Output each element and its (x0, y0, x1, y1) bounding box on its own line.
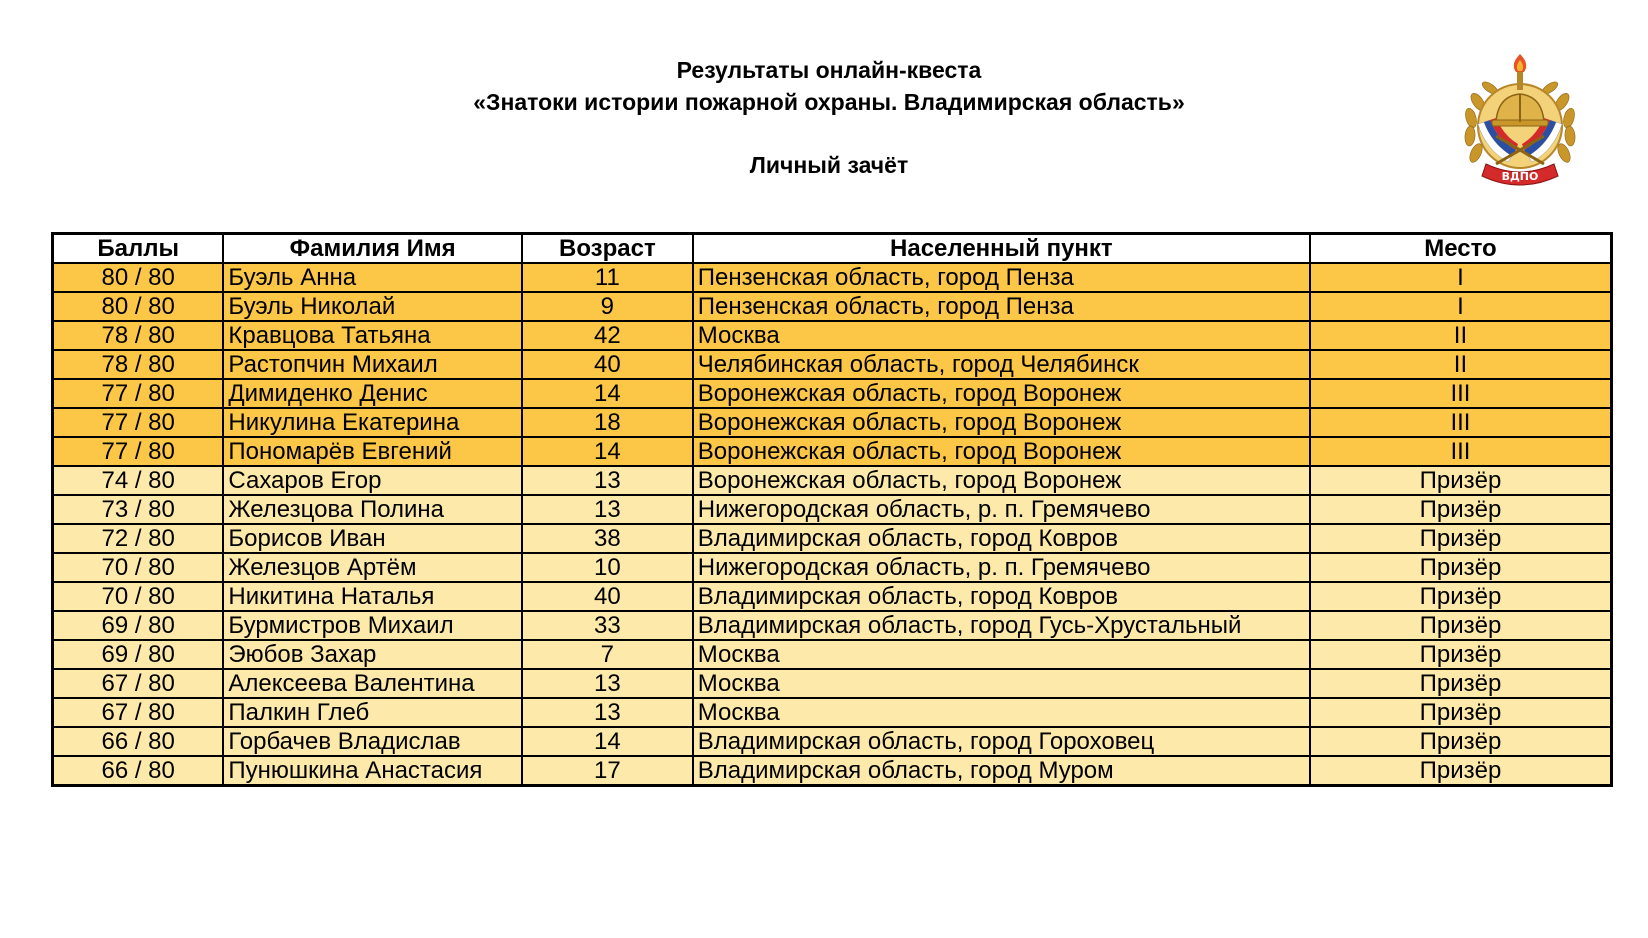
table-row (53, 756, 1612, 786)
table-row (53, 350, 1612, 379)
table-row (53, 611, 1612, 640)
cell-score: 66 / 80 (53, 756, 224, 786)
cell-score: 80 / 80 (53, 292, 224, 321)
cell-name: Пономарёв Евгений (223, 437, 522, 466)
cell-place: Призёр (1310, 582, 1612, 611)
cell-locality: Воронежская область, город Воронеж (693, 408, 1310, 437)
column-header-place: Место (1310, 234, 1612, 264)
cell-age: 13 (522, 466, 693, 495)
cell-place: Призёр (1310, 466, 1612, 495)
table-row (53, 640, 1612, 669)
cell-locality: Москва (693, 640, 1310, 669)
table-row (53, 669, 1612, 698)
cell-locality: Воронежская область, город Воронеж (693, 379, 1310, 408)
cell-place: I (1310, 263, 1612, 292)
cell-locality: Владимирская область, город Ковров (693, 582, 1310, 611)
cell-place: Призёр (1310, 524, 1612, 553)
cell-locality: Воронежская область, город Воронеж (693, 466, 1310, 495)
table-row (53, 495, 1612, 524)
cell-locality: Владимирская область, город Гусь-Хрустальный (693, 611, 1310, 640)
table-row (53, 437, 1612, 466)
cell-score: 67 / 80 (53, 698, 224, 727)
table-row (53, 263, 1612, 292)
cell-locality: Нижегородская область, р. п. Гремячево (693, 553, 1310, 582)
cell-name: Железцов Артём (223, 553, 522, 582)
column-header-score: Баллы (53, 234, 224, 264)
page-subtitle: Личный зачёт (749, 152, 909, 178)
cell-locality: Нижегородская область, р. п. Гремячево (693, 495, 1310, 524)
cell-place: II (1310, 350, 1612, 379)
page-title-quest-name: «Знатоки истории пожарной охраны. Владимирская область» (473, 89, 1185, 115)
cell-score: 74 / 80 (53, 466, 224, 495)
cell-place: III (1310, 408, 1612, 437)
cell-place: III (1310, 379, 1612, 408)
cell-name: Бурмистров Михаил (223, 611, 522, 640)
cell-place: Призёр (1310, 669, 1612, 698)
cell-age: 9 (522, 292, 693, 321)
table-row (53, 379, 1612, 408)
cell-age: 17 (522, 756, 693, 786)
vdpo-emblem-logo (1456, 52, 1584, 192)
cell-place: Призёр (1310, 611, 1612, 640)
cell-age: 33 (522, 611, 693, 640)
cell-score: 78 / 80 (53, 350, 224, 379)
table-row (53, 698, 1612, 727)
column-header-locality: Населенный пункт (693, 234, 1310, 264)
table-row (53, 321, 1612, 350)
table-row (53, 582, 1612, 611)
cell-score: 66 / 80 (53, 727, 224, 756)
cell-place: Призёр (1310, 756, 1612, 786)
table-row (53, 727, 1612, 756)
cell-locality: Москва (693, 698, 1310, 727)
table-header-row (53, 234, 1612, 264)
cell-locality: Владимирская область, город Муром (693, 756, 1310, 786)
cell-age: 7 (522, 640, 693, 669)
cell-place: II (1310, 321, 1612, 350)
cell-locality: Челябинская область, город Челябинск (693, 350, 1310, 379)
cell-locality: Владимирская область, город Гороховец (693, 727, 1310, 756)
cell-age: 14 (522, 379, 693, 408)
cell-score: 78 / 80 (53, 321, 224, 350)
column-header-age: Возраст (522, 234, 693, 264)
cell-age: 38 (522, 524, 693, 553)
cell-score: 69 / 80 (53, 611, 224, 640)
cell-score: 70 / 80 (53, 553, 224, 582)
cell-age: 14 (522, 437, 693, 466)
results-table (51, 232, 1613, 787)
cell-score: 69 / 80 (53, 640, 224, 669)
cell-locality: Москва (693, 669, 1310, 698)
column-header-name: Фамилия Имя (223, 234, 522, 264)
cell-name: Сахаров Егор (223, 466, 522, 495)
cell-place: Призёр (1310, 727, 1612, 756)
cell-age: 13 (522, 495, 693, 524)
cell-name: Растопчин Михаил (223, 350, 522, 379)
cell-score: 72 / 80 (53, 524, 224, 553)
table-row (53, 292, 1612, 321)
cell-locality: Пензенская область, город Пенза (693, 292, 1310, 321)
cell-age: 40 (522, 350, 693, 379)
cell-age: 10 (522, 553, 693, 582)
cell-locality: Москва (693, 321, 1310, 350)
cell-name: Димиденко Денис (223, 379, 522, 408)
cell-name: Палкин Глеб (223, 698, 522, 727)
cell-locality: Воронежская область, город Воронеж (693, 437, 1310, 466)
results-table-body (53, 263, 1612, 786)
cell-locality: Пензенская область, город Пенза (693, 263, 1310, 292)
cell-locality: Владимирская область, город Ковров (693, 524, 1310, 553)
cell-score: 70 / 80 (53, 582, 224, 611)
cell-place: Призёр (1310, 495, 1612, 524)
cell-age: 13 (522, 669, 693, 698)
cell-score: 77 / 80 (53, 379, 224, 408)
cell-name: Борисов Иван (223, 524, 522, 553)
cell-score: 80 / 80 (53, 263, 224, 292)
cell-age: 11 (522, 263, 693, 292)
cell-name: Горбачев Владислав (223, 727, 522, 756)
table-row (53, 553, 1612, 582)
cell-name: Пунюшкина Анастасия (223, 756, 522, 786)
cell-place: III (1310, 437, 1612, 466)
cell-name: Алексеева Валентина (223, 669, 522, 698)
cell-name: Буэль Николай (223, 292, 522, 321)
cell-name: Буэль Анна (223, 263, 522, 292)
page-title: Результаты онлайн-квеста (676, 57, 982, 83)
cell-age: 13 (522, 698, 693, 727)
cell-name: Никулина Екатерина (223, 408, 522, 437)
cell-name: Железцова Полина (223, 495, 522, 524)
cell-name: Эюбов Захар (223, 640, 522, 669)
table-row (53, 524, 1612, 553)
cell-place: I (1310, 292, 1612, 321)
cell-place: Призёр (1310, 698, 1612, 727)
cell-age: 40 (522, 582, 693, 611)
cell-score: 67 / 80 (53, 669, 224, 698)
cell-age: 18 (522, 408, 693, 437)
cell-place: Призёр (1310, 553, 1612, 582)
cell-score: 73 / 80 (53, 495, 224, 524)
cell-score: 77 / 80 (53, 437, 224, 466)
table-row (53, 408, 1612, 437)
cell-name: Никитина Наталья (223, 582, 522, 611)
cell-age: 42 (522, 321, 693, 350)
cell-place: Призёр (1310, 640, 1612, 669)
table-row (53, 466, 1612, 495)
page-header (0, 54, 1648, 181)
cell-name: Кравцова Татьяна (223, 321, 522, 350)
emblem-ribbon-text: ВДПО (1501, 170, 1539, 183)
cell-age: 14 (522, 727, 693, 756)
cell-score: 77 / 80 (53, 408, 224, 437)
